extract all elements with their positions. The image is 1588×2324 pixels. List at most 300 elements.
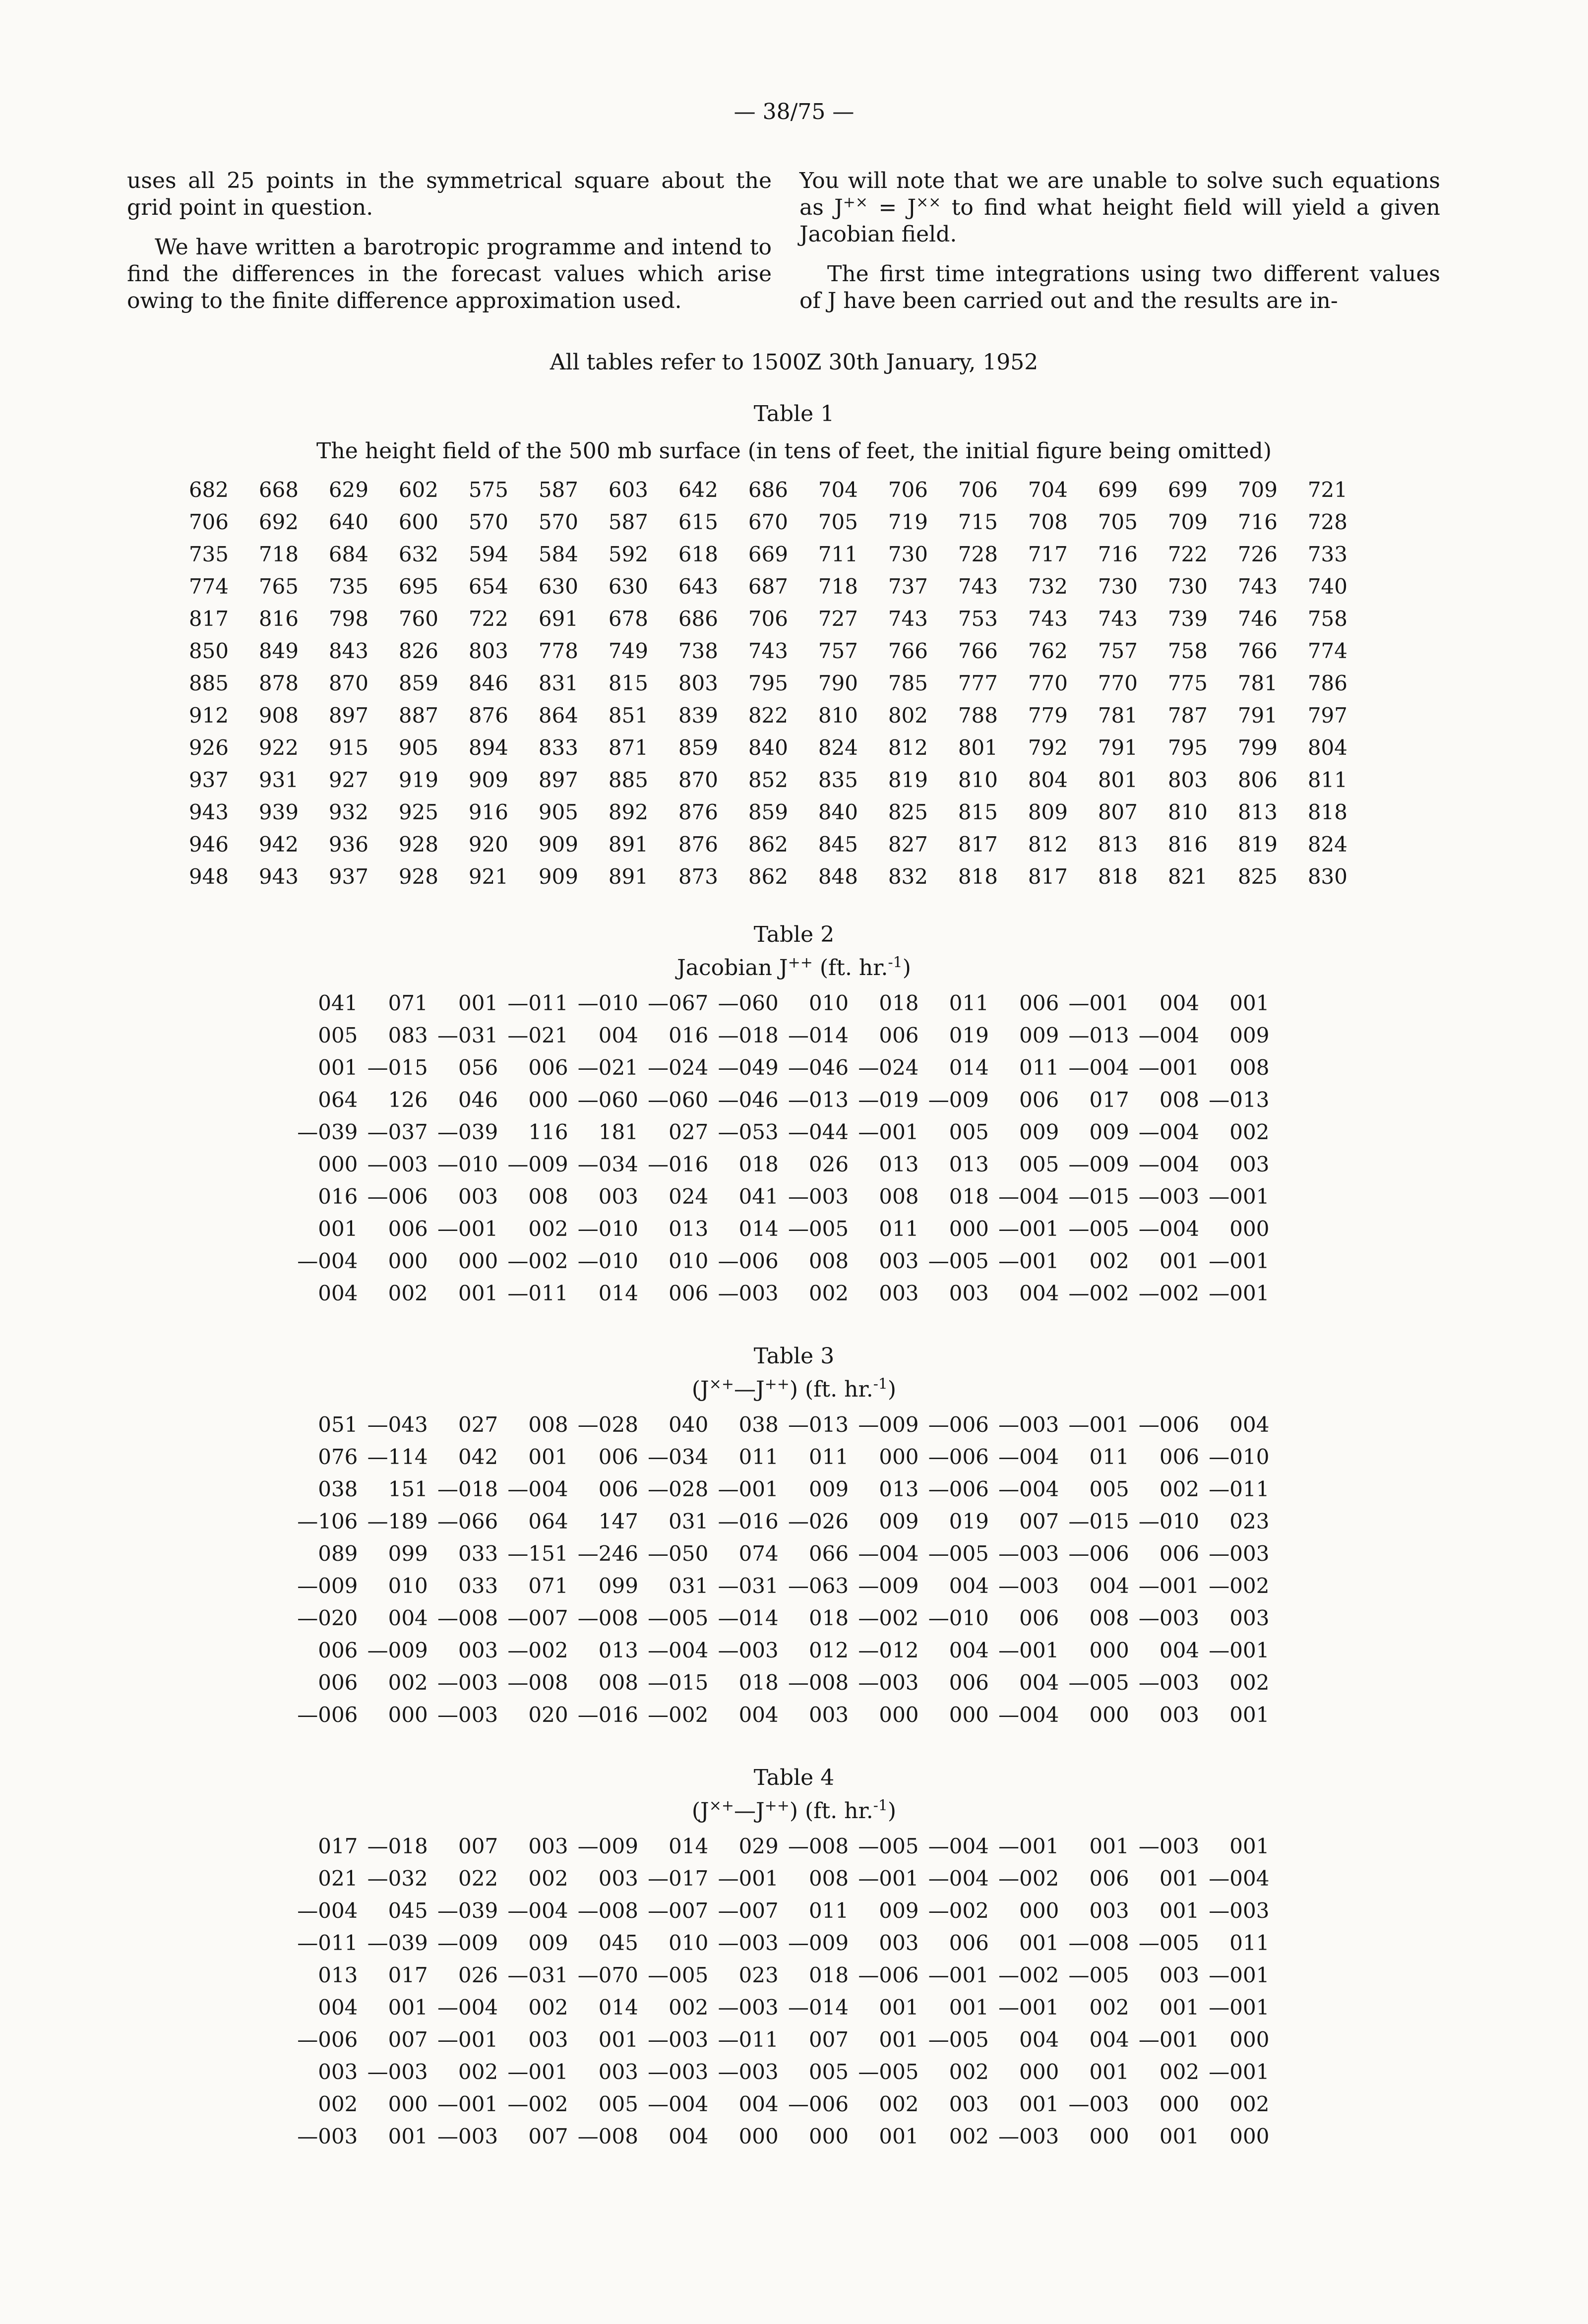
table-cell: 743: [1237, 574, 1278, 599]
table-cell: 692: [258, 510, 299, 534]
table-cell: 017: [318, 1834, 358, 1858]
table-cell: —002: [507, 1249, 568, 1273]
table-cell: 835: [818, 768, 858, 792]
table-cell: —013: [788, 1088, 849, 1112]
table-cell: 870: [328, 671, 368, 695]
table-cell: 056: [458, 1055, 498, 1080]
table-cell: —011: [1209, 1477, 1270, 1501]
table-cell: —001: [928, 1963, 989, 1987]
table-cell: 000: [1089, 1703, 1129, 1727]
table-row: [159, 699, 1347, 732]
table-cell: —010: [577, 1217, 638, 1241]
table-cell: —003: [858, 1670, 919, 1695]
table-cell: 824: [818, 735, 858, 760]
table-cell: 603: [608, 478, 648, 502]
table-cell: 017: [1089, 1088, 1129, 1112]
table-cell: 004: [1019, 1281, 1059, 1305]
table-cell: 594: [468, 542, 508, 566]
table-cell: 779: [1028, 703, 1068, 728]
table-cell: —005: [1068, 1963, 1129, 1987]
table-cell: 770: [1098, 671, 1138, 695]
table-cell: 811: [1307, 768, 1347, 792]
table-cell: 825: [1237, 864, 1278, 889]
table-cell: —246: [577, 1541, 638, 1566]
table-cell: 862: [748, 832, 788, 856]
table-cell: —001: [718, 1477, 779, 1501]
table-cell: 002: [528, 1866, 568, 1891]
table-cell: —003: [1209, 1898, 1270, 1923]
table-cell: —039: [437, 1120, 498, 1144]
table-cell: 010: [669, 1249, 709, 1273]
table-cell: 921: [468, 864, 508, 889]
table-cell: 937: [328, 864, 368, 889]
table-cell: 813: [1098, 832, 1138, 856]
table-cell: 027: [458, 1412, 498, 1437]
table-cell: 002: [458, 2060, 498, 2084]
table-cell: 733: [1307, 542, 1347, 566]
table-cell: 839: [678, 703, 718, 728]
table-row: [288, 987, 1269, 1019]
table-cell: 005: [808, 2060, 849, 2084]
table-cell: 006: [1159, 1541, 1200, 1566]
table-cell: 009: [528, 1931, 568, 1955]
table-cell: 887: [398, 703, 438, 728]
table-cell: —003: [1138, 1184, 1200, 1209]
table-cell: 739: [1167, 607, 1208, 631]
table-cell: —003: [297, 2124, 358, 2148]
table-row: [288, 1927, 1269, 1959]
table-cell: 812: [888, 735, 928, 760]
table-cell: 843: [328, 639, 368, 663]
table3-title: Table 3: [753, 1344, 835, 1369]
table-cell: 916: [468, 800, 508, 824]
table-row: [288, 1180, 1269, 1213]
table-cell: —009: [858, 1574, 919, 1598]
table-cell: 013: [318, 1963, 358, 1987]
table-cell: 795: [1167, 735, 1208, 760]
table-cell: 010: [808, 991, 849, 1015]
table-row: [159, 635, 1347, 667]
table-cell: 006: [528, 1055, 568, 1080]
table-cell: 001: [1229, 1703, 1270, 1727]
table-cell: 003: [458, 1638, 498, 1662]
table-cell: 654: [468, 574, 508, 599]
table-cell: 008: [808, 1249, 849, 1273]
table-cell: 011: [808, 1898, 849, 1923]
table-cell: 570: [538, 510, 578, 534]
table-cell: —114: [367, 1445, 428, 1469]
table-cell: —001: [718, 1866, 779, 1891]
table-cell: —010: [928, 1606, 989, 1630]
table-cell: —001: [1209, 1184, 1270, 1209]
table-cell: 777: [958, 671, 998, 695]
table-cell: —001: [437, 1217, 498, 1241]
table-cell: 840: [748, 735, 788, 760]
table-cell: 031: [669, 1509, 709, 1533]
table-cell: —002: [858, 1606, 919, 1630]
table-cell: 716: [1098, 542, 1138, 566]
table-cell: —004: [1068, 1055, 1129, 1080]
table2-title: Table 2: [753, 922, 835, 947]
table-cell: 001: [458, 1281, 498, 1305]
table-cell: 812: [1028, 832, 1068, 856]
table-cell: 905: [398, 735, 438, 760]
table-cell: —060: [577, 1088, 638, 1112]
table-cell: —006: [297, 2027, 358, 2052]
table-cell: 892: [608, 800, 648, 824]
table-cell: 014: [949, 1055, 989, 1080]
table-cell: 873: [678, 864, 718, 889]
table-cell: 678: [608, 607, 648, 631]
table-cell: 686: [748, 478, 788, 502]
table-cell: 912: [188, 703, 229, 728]
table-cell: 000: [949, 1217, 989, 1241]
table-cell: 001: [318, 1055, 358, 1080]
table-cell: 003: [1229, 1152, 1270, 1176]
table-cell: —189: [367, 1509, 428, 1533]
table-cell: —046: [718, 1088, 779, 1112]
table-cell: —037: [367, 1120, 428, 1144]
table-cell: 670: [748, 510, 788, 534]
table-cell: 008: [1229, 1055, 1270, 1080]
table-cell: 570: [468, 510, 508, 534]
table-cell: 821: [1167, 864, 1208, 889]
table-cell: 004: [1089, 2027, 1129, 2052]
table-cell: 008: [808, 1866, 849, 1891]
table-cell: 004: [318, 1281, 358, 1305]
table-cell: —024: [648, 1055, 709, 1080]
table-cell: 002: [949, 2124, 989, 2148]
table-cell: —009: [437, 1931, 498, 1955]
table-cell: 006: [318, 1670, 358, 1695]
table-row: [159, 506, 1347, 538]
table-cell: 004: [949, 1638, 989, 1662]
table-cell: —009: [1068, 1152, 1129, 1176]
table-cell: 785: [888, 671, 928, 695]
table-cell: 089: [318, 1541, 358, 1566]
table-cell: —008: [577, 1606, 638, 1630]
table-cell: —015: [1068, 1184, 1129, 1209]
table-cell: 629: [328, 478, 368, 502]
table-cell: 618: [678, 542, 718, 566]
table-cell: —003: [1138, 1834, 1200, 1858]
table-cell: 003: [528, 2027, 568, 2052]
table-cell: 013: [669, 1217, 709, 1241]
table-row: [288, 1570, 1269, 1602]
table-cell: 727: [818, 607, 858, 631]
table-cell: 787: [1167, 703, 1208, 728]
table-cell: 788: [958, 703, 998, 728]
table-cell: —005: [858, 2060, 919, 2084]
table-cell: 038: [738, 1412, 779, 1437]
table-cell: —001: [1138, 2027, 1200, 2052]
table-cell: 027: [669, 1120, 709, 1144]
table-cell: 871: [608, 735, 648, 760]
table-cell: 870: [678, 768, 718, 792]
table-cell: 876: [678, 832, 718, 856]
table-cell: —014: [788, 1023, 849, 1047]
table-cell: 699: [1167, 478, 1208, 502]
table-row: [288, 1051, 1269, 1084]
table-row: [288, 1116, 1269, 1148]
table-cell: 928: [398, 864, 438, 889]
table-cell: 000: [458, 1249, 498, 1273]
table-cell: 004: [738, 1703, 779, 1727]
table-cell: 012: [808, 1638, 849, 1662]
table-cell: 894: [468, 735, 508, 760]
table-cell: 817: [188, 607, 229, 631]
table-cell: 016: [669, 1023, 709, 1047]
table-cell: 014: [598, 1281, 638, 1305]
table-cell: —003: [998, 1574, 1059, 1598]
table-cell: 026: [808, 1152, 849, 1176]
table-row: [288, 1895, 1269, 1927]
table-cell: 004: [388, 1606, 428, 1630]
table-cell: 009: [808, 1477, 849, 1501]
table-cell: 033: [458, 1574, 498, 1598]
table-cell: 003: [598, 2060, 638, 2084]
table-cell: —060: [718, 991, 779, 1015]
table-cell: —001: [1138, 1574, 1200, 1598]
table-cell: —004: [507, 1477, 568, 1501]
table-cell: 002: [808, 1281, 849, 1305]
table-cell: —002: [1138, 1281, 1200, 1305]
table-cell: 799: [1237, 735, 1278, 760]
table-cell: 001: [388, 2124, 428, 2148]
table-cell: 021: [318, 1866, 358, 1891]
table-cell: —003: [648, 2060, 709, 2084]
table-cell: 020: [528, 1703, 568, 1727]
table-row: [288, 1213, 1269, 1245]
table-cell: —003: [437, 1670, 498, 1695]
table-row: [288, 1473, 1269, 1505]
table-cell: 801: [958, 735, 998, 760]
table-cell: —005: [928, 2027, 989, 2052]
table-cell: 002: [879, 2092, 919, 2116]
table-cell: —001: [437, 2027, 498, 2052]
table-cell: —003: [1138, 1670, 1200, 1695]
table-cell: 023: [738, 1963, 779, 1987]
table-row: [159, 764, 1347, 796]
table-cell: 009: [1089, 1120, 1129, 1144]
table-cell: 004: [598, 1023, 638, 1047]
table-cell: 722: [1167, 542, 1208, 566]
table-cell: 706: [748, 607, 788, 631]
table-cell: 817: [1028, 864, 1068, 889]
table-cell: 000: [738, 2124, 779, 2148]
table-cell: 005: [1089, 1477, 1129, 1501]
table-cell: —001: [998, 1834, 1059, 1858]
table-cell: —014: [718, 1606, 779, 1630]
table-cell: 011: [808, 1445, 849, 1469]
table-cell: 862: [748, 864, 788, 889]
table-cell: 002: [528, 1995, 568, 2019]
table-cell: —015: [648, 1670, 709, 1695]
table-cell: —002: [648, 1703, 709, 1727]
table-cell: 001: [1019, 1931, 1059, 1955]
table-cell: 766: [1237, 639, 1278, 663]
all-tables-caption: All tables refer to 1500Z 30th January, 1952: [550, 350, 1038, 375]
table-cell: —001: [1209, 1638, 1270, 1662]
table-cell: —015: [1068, 1509, 1129, 1533]
table-cell: —010: [577, 991, 638, 1015]
table-cell: 721: [1307, 478, 1347, 502]
table-cell: 876: [678, 800, 718, 824]
table-cell: 735: [328, 574, 368, 599]
table-cell: 002: [528, 1217, 568, 1241]
table-cell: —004: [1209, 1866, 1270, 1891]
table-cell: 002: [1159, 2060, 1200, 2084]
table-cell: —003: [718, 1638, 779, 1662]
table-cell: 743: [1028, 607, 1068, 631]
table-cell: —001: [1209, 2060, 1270, 2084]
table-cell: 730: [1167, 574, 1208, 599]
table-cell: —003: [1068, 2092, 1129, 2116]
table-cell: 897: [538, 768, 578, 792]
table-cell: 003: [879, 1281, 919, 1305]
table-cell: 615: [678, 510, 718, 534]
table-cell: 813: [1237, 800, 1278, 824]
table-cell: 099: [598, 1574, 638, 1598]
table-cell: 810: [958, 768, 998, 792]
table-cell: —005: [928, 1249, 989, 1273]
table-cell: 851: [608, 703, 648, 728]
table-row: [288, 1277, 1269, 1309]
table-cell: 000: [388, 2092, 428, 2116]
table-cell: 806: [1237, 768, 1278, 792]
table-cell: 746: [1237, 607, 1278, 631]
table-cell: 946: [188, 832, 229, 856]
table-cell: 000: [879, 1445, 919, 1469]
table-cell: 006: [1019, 1088, 1059, 1112]
table-cell: —005: [648, 1963, 709, 1987]
table-row: [159, 732, 1347, 764]
table-cell: 831: [538, 671, 578, 695]
table-cell: 762: [1028, 639, 1068, 663]
table-cell: 003: [949, 1281, 989, 1305]
table-cell: 928: [398, 832, 438, 856]
table-cell: 822: [748, 703, 788, 728]
table-cell: —004: [1138, 1120, 1200, 1144]
table4-difference: [288, 1830, 1269, 2152]
table-cell: 919: [398, 768, 438, 792]
table-cell: 852: [748, 768, 788, 792]
table-cell: 732: [1028, 574, 1068, 599]
table1-title: Table 1: [753, 401, 835, 427]
table-cell: 864: [538, 703, 578, 728]
right-paragraph-1: You will note that we are unable to solve such equations as J+× = J×× to find what height field will yield a given Jacobian field.: [799, 168, 1441, 247]
table-cell: 014: [738, 1217, 779, 1241]
table-cell: 728: [1307, 510, 1347, 534]
table-cell: 071: [528, 1574, 568, 1598]
table-cell: 001: [1159, 1995, 1200, 2019]
table-cell: 004: [318, 1995, 358, 2019]
table-cell: —001: [1068, 1412, 1129, 1437]
table-cell: 669: [748, 542, 788, 566]
table-cell: —019: [858, 1088, 919, 1112]
table-cell: —009: [928, 1088, 989, 1112]
table-cell: 019: [949, 1509, 989, 1533]
table-cell: 042: [458, 1445, 498, 1469]
table-cell: 804: [1028, 768, 1068, 792]
table-cell: 003: [949, 2092, 989, 2116]
table-cell: 765: [258, 574, 299, 599]
table-cell: 009: [879, 1898, 919, 1923]
table-cell: —003: [998, 2124, 1059, 2148]
table-cell: 705: [818, 510, 858, 534]
table-cell: 824: [1307, 832, 1347, 856]
table-cell: 006: [1019, 1606, 1059, 1630]
table-cell: 819: [888, 768, 928, 792]
table-cell: 819: [1237, 832, 1278, 856]
table-cell: —001: [1209, 1963, 1270, 1987]
table-cell: —006: [788, 2092, 849, 2116]
table-cell: 774: [1307, 639, 1347, 663]
table-cell: 718: [258, 542, 299, 566]
table-cell: —013: [1209, 1088, 1270, 1112]
table-cell: 715: [958, 510, 998, 534]
table-cell: 003: [598, 1866, 638, 1891]
table-cell: —016: [648, 1152, 709, 1176]
right-text-column: [799, 168, 1440, 327]
table-cell: 797: [1307, 703, 1347, 728]
table-cell: 592: [608, 542, 648, 566]
table-cell: —011: [297, 1931, 358, 1955]
table-cell: 709: [1167, 510, 1208, 534]
table-cell: —034: [648, 1445, 709, 1469]
table-cell: —016: [577, 1703, 638, 1727]
table-cell: 798: [328, 607, 368, 631]
table-cell: —001: [1209, 1995, 1270, 2019]
table-cell: 000: [1089, 1638, 1129, 1662]
table-cell: 760: [398, 607, 438, 631]
table-cell: 781: [1098, 703, 1138, 728]
table-cell: —004: [998, 1703, 1059, 1727]
table-cell: —002: [507, 2092, 568, 2116]
table-cell: —044: [788, 1120, 849, 1144]
table-cell: 706: [958, 478, 998, 502]
table-cell: 006: [879, 1023, 919, 1047]
table-row: [288, 1505, 1269, 1537]
table-cell: 807: [1098, 800, 1138, 824]
table-cell: —002: [1209, 1574, 1270, 1598]
table-cell: 016: [318, 1184, 358, 1209]
table-cell: —001: [1068, 991, 1129, 1015]
table-cell: 818: [958, 864, 998, 889]
table-cell: —003: [998, 1541, 1059, 1566]
table-cell: —006: [1138, 1412, 1200, 1437]
table-row: [288, 1699, 1269, 1731]
table-cell: —006: [858, 1963, 919, 1987]
table-cell: —001: [507, 2060, 568, 2084]
table-cell: —003: [1138, 1606, 1200, 1630]
table-cell: 001: [1159, 1866, 1200, 1891]
table-cell: 909: [538, 832, 578, 856]
table-cell: 792: [1028, 735, 1068, 760]
table-row: [159, 796, 1347, 828]
table3-difference: [288, 1408, 1269, 1731]
table-cell: 726: [1237, 542, 1278, 566]
table-cell: 922: [258, 735, 299, 760]
table-cell: 942: [258, 832, 299, 856]
table-cell: —005: [1068, 1217, 1129, 1241]
table-cell: 038: [318, 1477, 358, 1501]
table-cell: 074: [738, 1541, 779, 1566]
table-cell: 000: [1229, 2124, 1270, 2148]
table-cell: 051: [318, 1412, 358, 1437]
table-cell: 859: [678, 735, 718, 760]
table-cell: 018: [879, 991, 919, 1015]
